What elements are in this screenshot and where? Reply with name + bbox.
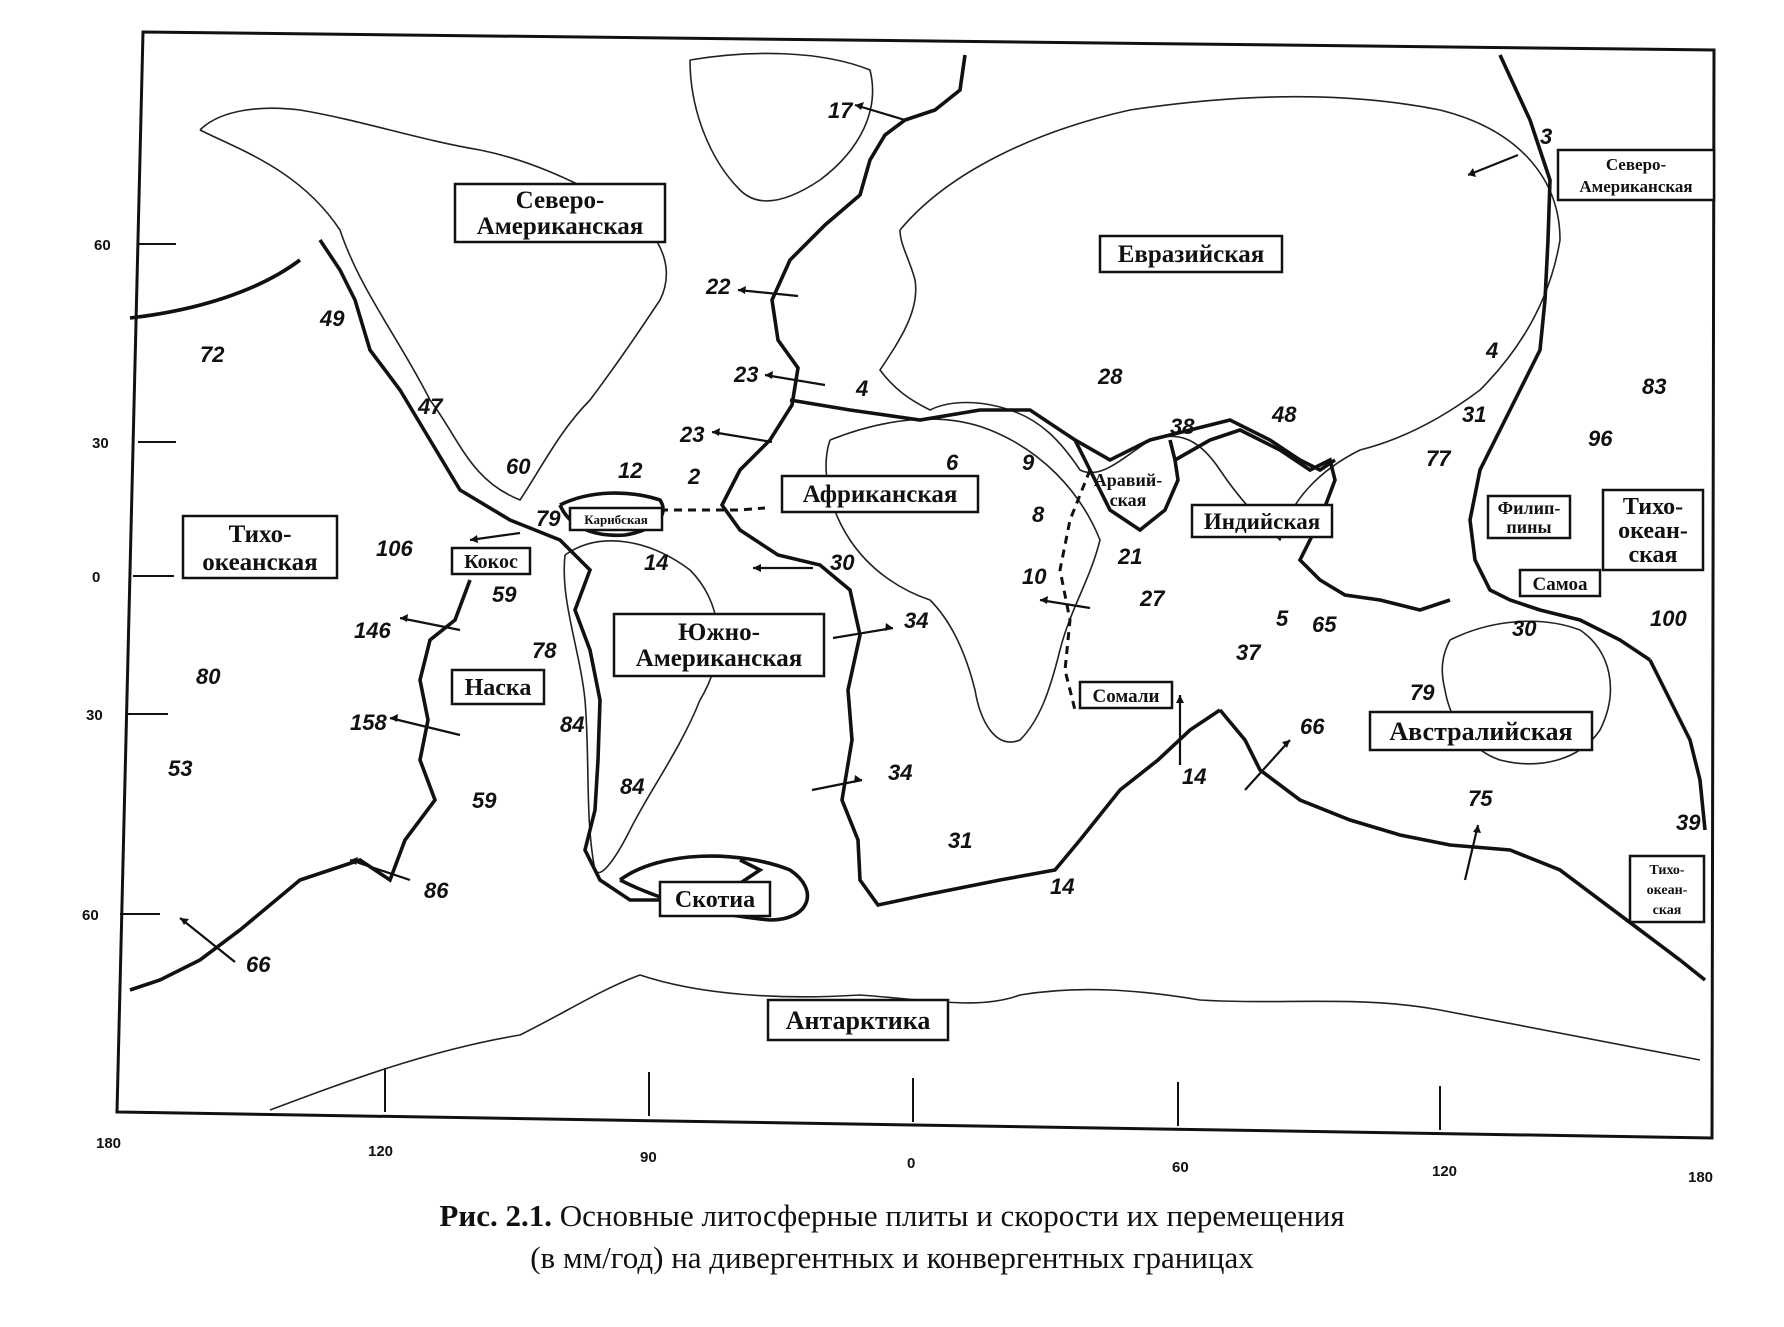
velocity-label: 9 — [1022, 450, 1035, 475]
plate-label-line: пины — [1506, 517, 1552, 537]
velocity-label: 158 — [350, 710, 387, 735]
africa-coast — [826, 419, 1100, 742]
plate-label-line: Тихо- — [1649, 863, 1685, 878]
velocity-label: 84 — [620, 774, 645, 799]
velocity-label: 66 — [1300, 714, 1325, 739]
velocity-arrow — [712, 428, 772, 442]
velocity-label: 39 — [1676, 810, 1701, 835]
velocity-label: 21 — [1118, 544, 1143, 569]
velocity-label: 28 — [1098, 364, 1123, 389]
plate-label-line: ская — [1652, 903, 1682, 918]
plate-pacific-east — [1603, 490, 1703, 570]
velocity-label: 30 — [830, 550, 855, 575]
plate-labels — [183, 150, 1714, 1040]
plate-label-line: Африканская — [802, 481, 958, 508]
plate-label-line: океан- — [1618, 518, 1688, 544]
x-tick-label: 120 — [1432, 1163, 1458, 1180]
y-tick-label: 0 — [92, 569, 101, 586]
velocity-label: 5 — [1276, 606, 1289, 631]
caption-number: Рис. 2.1. — [439, 1198, 552, 1233]
plate-eurasian — [1100, 236, 1282, 272]
plate-label-line: Кокос — [464, 551, 518, 573]
velocity-label: 60 — [506, 454, 531, 479]
velocity-label: 86 — [424, 878, 449, 903]
plate-north-american-east — [1558, 150, 1714, 200]
plate-pacific-southeast — [1630, 856, 1704, 922]
velocity-label: 6 — [946, 450, 959, 475]
velocity-label: 47 — [418, 394, 443, 419]
plate-arabian — [1094, 470, 1162, 510]
bottom-axis-ticks — [385, 1068, 1440, 1130]
velocity-arrow — [1176, 695, 1184, 765]
plate-african — [782, 476, 978, 512]
plate-pacific-west — [183, 516, 337, 578]
plate-label-line: Евразийская — [1117, 241, 1265, 268]
plate-label-line: Тихо- — [1622, 494, 1684, 520]
y-tick-label: 30 — [92, 435, 109, 452]
velocity-arrow — [470, 533, 520, 543]
plate-caribbean — [570, 508, 662, 530]
velocity-label: 79 — [1410, 680, 1435, 705]
plate-australian — [1370, 712, 1592, 750]
velocity-label: 72 — [200, 342, 225, 367]
velocity-label: 34 — [904, 608, 929, 633]
y-tick-label: 60 — [94, 237, 111, 254]
aleutian-arc — [130, 260, 300, 318]
velocity-label: 77 — [1426, 446, 1451, 471]
plate-label-line: Американская — [635, 645, 803, 672]
x-tick-label: 120 — [368, 1143, 394, 1160]
velocity-label: 2 — [688, 464, 701, 489]
x-tick-label: 0 — [907, 1155, 916, 1172]
east-pacific-rise — [130, 580, 470, 990]
velocity-label: 96 — [1588, 426, 1613, 451]
figure-caption — [0, 1195, 1784, 1279]
tonga-kermadec — [1650, 660, 1705, 830]
plate-label-line: Южно- — [678, 619, 760, 646]
velocity-label: 146 — [354, 618, 391, 643]
velocity-arrow — [855, 102, 905, 120]
velocity-arrow — [1245, 740, 1290, 790]
plate-samoa — [1520, 570, 1600, 596]
y-tick-label: 60 — [82, 907, 99, 924]
plate-cocos — [452, 548, 530, 574]
plate-label-line: океанская — [202, 549, 318, 576]
velocity-label: 83 — [1642, 374, 1667, 399]
plate-antarctica — [768, 1000, 948, 1040]
velocity-label: 14 — [1182, 764, 1207, 789]
velocity-label: 23 — [680, 422, 705, 447]
velocity-label: 106 — [376, 536, 413, 561]
coastlines — [200, 53, 1700, 1110]
plate-label-line: Антарктика — [785, 1006, 931, 1035]
plate-label-line: ская — [1109, 490, 1147, 510]
americas-trench — [320, 240, 760, 900]
velocity-label: 4 — [856, 376, 869, 401]
velocity-label: 31 — [1462, 402, 1487, 427]
velocity-arrow — [738, 286, 798, 296]
plate-label-line: Индийская — [1203, 509, 1321, 534]
velocity-label: 79 — [536, 506, 561, 531]
plate-south-american — [614, 614, 824, 676]
plate-label-line: Австралийская — [1389, 717, 1573, 746]
velocity-label: 48 — [1272, 402, 1297, 427]
plate-philippine — [1488, 496, 1570, 538]
greenland-coast — [690, 53, 873, 200]
velocity-arrow — [833, 623, 893, 638]
plate-label-line: ская — [1628, 542, 1678, 568]
velocity-label: 38 — [1170, 414, 1195, 439]
map-frame — [117, 32, 1714, 1138]
velocity-arrow — [1465, 825, 1481, 880]
plate-label-line: Северо- — [515, 187, 605, 214]
plate-label-line: Американская — [476, 213, 644, 240]
plate-nazca — [452, 670, 544, 704]
velocity-label: 12 — [618, 458, 643, 483]
plate-label-line: Тихо- — [228, 521, 292, 548]
velocity-label: 4 — [1486, 338, 1499, 363]
velocity-label: 75 — [1468, 786, 1493, 811]
plate-label-line: Филип- — [1497, 498, 1561, 518]
velocity-label: 80 — [196, 664, 221, 689]
velocity-label: 49 — [320, 306, 345, 331]
velocity-label: 14 — [1050, 874, 1075, 899]
transform-dashed — [660, 508, 765, 510]
velocity-label: 65 — [1312, 612, 1337, 637]
velocity-label: 34 — [888, 760, 913, 785]
velocity-label: 14 — [644, 550, 669, 575]
plate-label-line: Сомали — [1092, 686, 1160, 707]
plate-label-line: Карибская — [584, 512, 648, 527]
velocity-arrow — [753, 564, 813, 572]
velocity-label: 59 — [472, 788, 497, 813]
plate-label-line: океан- — [1646, 883, 1688, 898]
plate-somali — [1080, 682, 1172, 708]
velocity-label: 78 — [532, 638, 557, 663]
plate-scotia — [660, 882, 770, 916]
plate-label-line: Скотиа — [674, 887, 756, 913]
velocity-label: 53 — [168, 756, 193, 781]
plate-label-line: Американская — [1579, 177, 1693, 196]
velocity-label: 17 — [828, 98, 853, 123]
y-tick-label: 30 — [86, 707, 103, 724]
x-tick-label: 180 — [96, 1135, 122, 1152]
velocity-label: 30 — [1512, 616, 1537, 641]
caption-line-1 — [0, 1195, 1784, 1237]
plate-label-line: Самоа — [1532, 574, 1588, 595]
plate-boundaries — [130, 55, 1705, 990]
eurasia-coast — [880, 97, 1560, 540]
plate-label-line: Северо- — [1605, 155, 1667, 174]
x-tick-label: 90 — [640, 1149, 657, 1166]
velocity-label: 8 — [1032, 502, 1045, 527]
east-african-rift — [1060, 470, 1090, 710]
plate-north-american — [455, 184, 665, 242]
velocity-label: 37 — [1236, 640, 1261, 665]
velocity-label: 84 — [560, 712, 585, 737]
south-america-coast — [564, 541, 718, 873]
x-tick-label: 60 — [1172, 1159, 1189, 1176]
caption-line-2: (в мм/год) на дивергентных и конвергентных границах — [530, 1240, 1254, 1275]
velocity-label: 3 — [1540, 124, 1553, 149]
velocity-label: 10 — [1022, 564, 1047, 589]
velocity-label: 22 — [706, 274, 731, 299]
x-tick-label: 180 — [1688, 1169, 1714, 1186]
velocity-label: 59 — [492, 582, 517, 607]
velocity-label: 23 — [734, 362, 759, 387]
velocity-label: 100 — [1650, 606, 1687, 631]
velocity-label: 31 — [948, 828, 973, 853]
plate-indian — [1192, 505, 1332, 537]
caption-text-1: Основные литосферные плиты и скорости их перемещения — [559, 1198, 1345, 1233]
velocity-label: 27 — [1140, 586, 1165, 611]
velocity-label: 66 — [246, 952, 271, 977]
plate-label-line: Аравий- — [1093, 470, 1163, 490]
velocity-arrow — [1468, 155, 1518, 177]
antarctica-coast — [270, 975, 1700, 1110]
plate-label-line: Наска — [464, 675, 532, 701]
north-america-coast — [200, 108, 666, 500]
velocity-arrow — [812, 775, 862, 790]
